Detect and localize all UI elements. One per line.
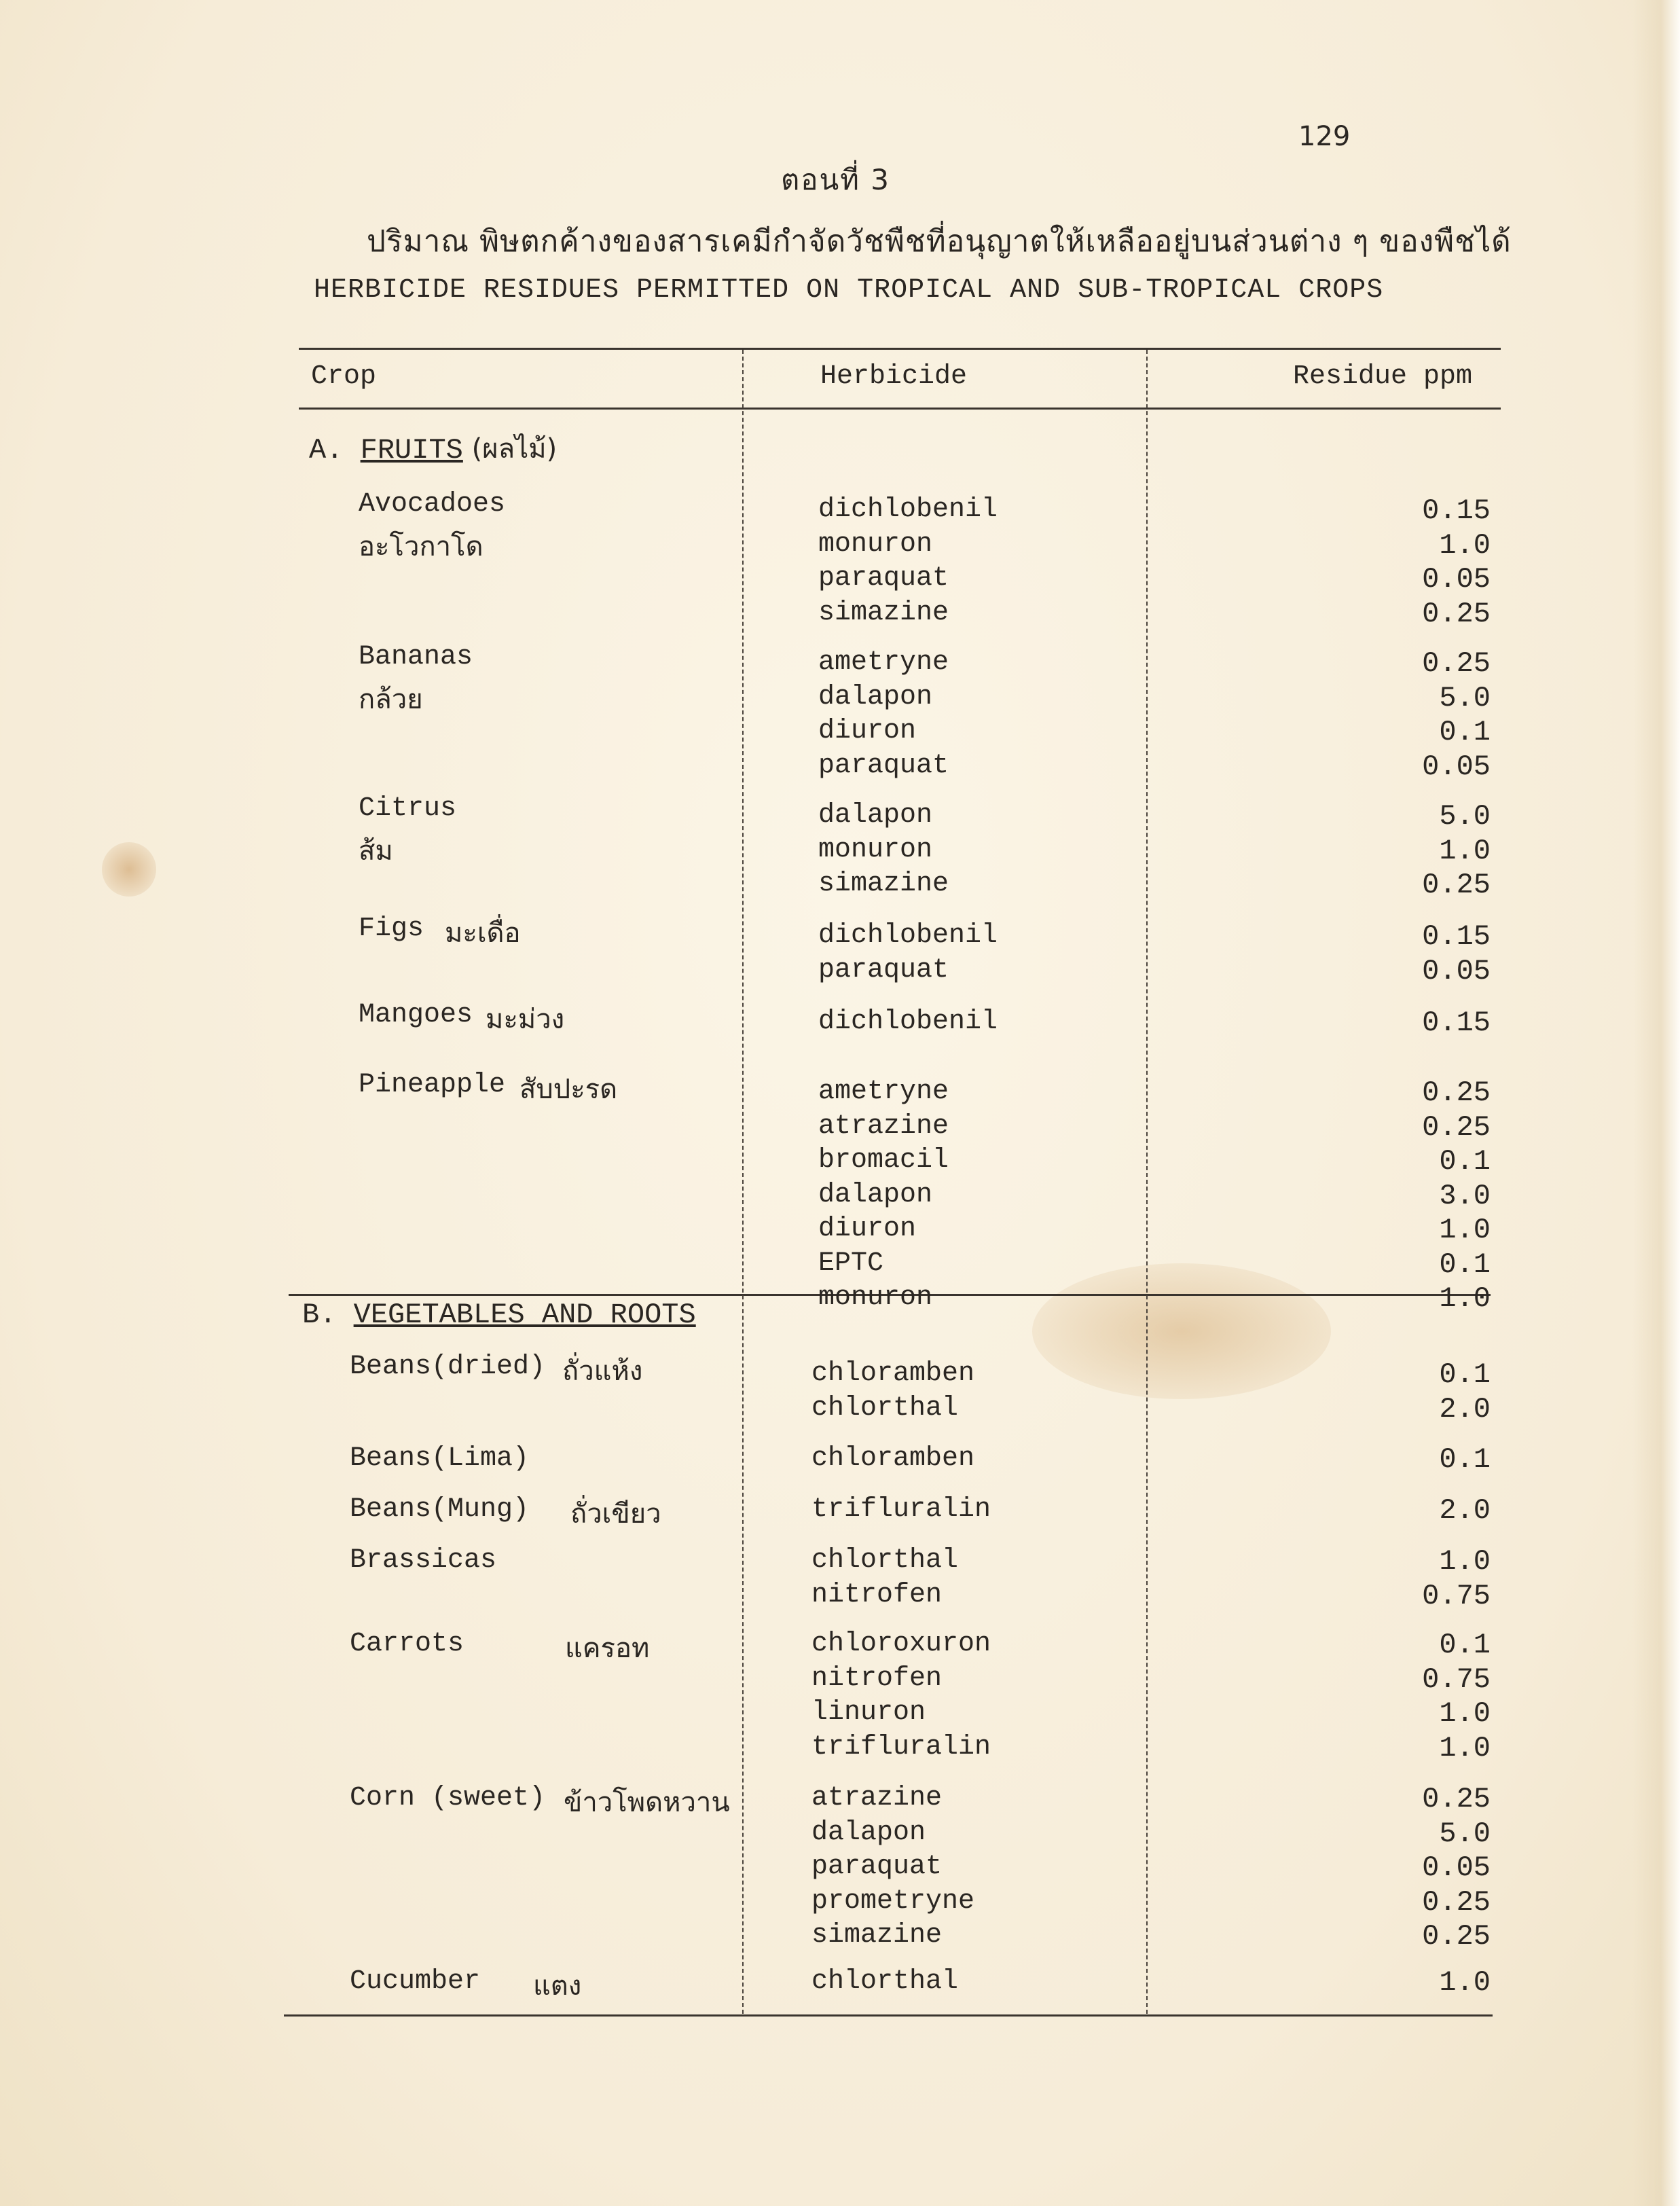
header-bottom-rule	[299, 408, 1501, 410]
crop-thai-name: ถั่วแห้ง	[562, 1356, 643, 1387]
section-thai-name: (ผลไม้)	[462, 433, 558, 465]
herbicide-name: ametryne	[818, 647, 949, 678]
crop-thai-name: ข้าวโพดหวาน	[564, 1787, 730, 1818]
herbicide-name: monuron	[818, 528, 933, 560]
crop-name: Corn (sweet)	[350, 1783, 546, 1813]
residue-ppm: 5.0	[1439, 800, 1491, 833]
column-divider-2	[1146, 350, 1148, 2014]
section-heading	[309, 427, 557, 470]
section-label: B.	[302, 1299, 354, 1331]
crop-name: Bananas	[359, 642, 473, 672]
herbicide-name: paraquat	[818, 750, 949, 781]
crop-name: Citrus	[359, 793, 457, 824]
residue-ppm: 0.1	[1439, 716, 1491, 748]
herbicide-name: monuron	[818, 1282, 933, 1313]
residue-ppm: 0.1	[1439, 1248, 1491, 1281]
crop-thai-name: อะโวกาโด	[359, 531, 483, 562]
residue-ppm: 1.0	[1439, 1731, 1491, 1765]
column-header-crop: Crop	[311, 361, 377, 392]
herbicide-name: simazine	[818, 869, 949, 899]
crop-thai-name: แตง	[533, 1970, 582, 2002]
herbicide-name: nitrofen	[811, 1579, 943, 1610]
herbicide-name: chloramben	[811, 1358, 975, 1389]
english-title: HERBICIDE RESIDUES PERMITTED ON TROPICAL AND SUB-TROPICAL CROPS	[314, 275, 1384, 306]
residue-ppm: 0.1	[1439, 1443, 1491, 1476]
herbicide-name: atrazine	[818, 1110, 949, 1142]
herbicide-name: dalapon	[818, 681, 933, 712]
residue-ppm: 0.15	[1422, 494, 1491, 527]
herbicide-name: chlorthal	[811, 1966, 959, 1997]
crop-name: Beans(Mung)	[350, 1494, 530, 1525]
crop-thai-name: มะเดื่อ	[445, 918, 521, 949]
herbicide-name: diuron	[818, 716, 917, 746]
herbicide-name: atrazine	[811, 1783, 943, 1813]
residue-ppm: 0.05	[1422, 750, 1491, 783]
herbicide-name: chlorthal	[811, 1392, 959, 1424]
residue-ppm: 1.0	[1439, 528, 1491, 562]
column-header-herbicide: Herbicide	[820, 361, 968, 392]
herbicide-name: chloroxuron	[811, 1629, 991, 1659]
section-name: FRUITS	[360, 434, 463, 467]
residue-ppm: 0.1	[1439, 1629, 1491, 1661]
crop-thai-name: ส้ม	[359, 835, 393, 867]
residue-ppm: 0.05	[1422, 563, 1491, 596]
crop-name: Cucumber	[350, 1966, 481, 1997]
residue-ppm: 0.05	[1422, 1851, 1491, 1884]
table-bottom-rule	[284, 2014, 1493, 2017]
crop-name: Figs	[359, 914, 424, 944]
herbicide-name: bromacil	[818, 1145, 949, 1176]
crop-name: Beans(Lima)	[350, 1443, 530, 1474]
crop-name: Pineapple	[359, 1070, 506, 1100]
herbicide-name: simazine	[818, 597, 949, 628]
page-edge	[1632, 0, 1680, 2206]
residue-ppm: 3.0	[1439, 1179, 1491, 1212]
crop-name: Mangoes	[359, 1000, 473, 1030]
section-label: A.	[309, 434, 361, 467]
residue-ppm: 0.25	[1422, 1885, 1491, 1919]
herbicide-name: prometryne	[811, 1885, 975, 1917]
table-top-rule	[299, 348, 1501, 350]
residue-ppm: 1.0	[1439, 1282, 1491, 1315]
herbicide-name: paraquat	[818, 954, 949, 986]
residue-ppm: 1.0	[1439, 1697, 1491, 1730]
herbicide-name: paraquat	[818, 563, 949, 594]
crop-name: Avocadoes	[359, 489, 506, 520]
herbicide-name: dalapon	[818, 800, 933, 831]
herbicide-name: dichlobenil	[818, 920, 998, 951]
residue-ppm: 0.25	[1422, 597, 1491, 630]
crop-name: Carrots	[350, 1629, 464, 1659]
crop-thai-name: กล้วย	[359, 684, 423, 715]
stain	[1032, 1263, 1331, 1399]
residue-ppm: 0.25	[1422, 1077, 1491, 1109]
herbicide-name: simazine	[811, 1920, 943, 1951]
residue-ppm: 0.25	[1422, 1920, 1491, 1953]
residue-ppm: 5.0	[1439, 1817, 1491, 1850]
residue-ppm: 2.0	[1439, 1392, 1491, 1426]
residue-ppm: 0.15	[1422, 920, 1491, 953]
residue-ppm: 0.75	[1422, 1579, 1491, 1612]
herbicide-name: diuron	[818, 1214, 917, 1244]
residue-ppm: 0.05	[1422, 954, 1491, 988]
residue-ppm: 0.25	[1422, 647, 1491, 680]
herbicide-name: chlorthal	[811, 1545, 959, 1576]
section-heading	[302, 1299, 696, 1331]
page-number: 129	[1298, 121, 1351, 152]
part-label: ตอนที่ 3	[781, 163, 890, 196]
herbicide-name: trifluralin	[811, 1494, 991, 1525]
stain	[102, 842, 156, 897]
herbicide-name: ametryne	[818, 1077, 949, 1107]
residue-ppm: 0.15	[1422, 1007, 1491, 1039]
crop-thai-name: แครอท	[565, 1633, 650, 1664]
residue-ppm: 0.25	[1422, 1110, 1491, 1144]
thai-title: ปริมาณ พิษตกค้างของสารเคมีกำจัดวัชพืชที่อนุญาตให้เหลืออยู่บนส่วนต่าง ๆ ของพืชได้	[367, 224, 1512, 259]
residue-ppm: 0.25	[1422, 869, 1491, 901]
herbicide-name: dalapon	[811, 1817, 926, 1848]
residue-ppm: 1.0	[1439, 834, 1491, 867]
crop-name: Beans(dried)	[350, 1352, 546, 1382]
crop-name: Brassicas	[350, 1545, 497, 1576]
herbicide-name: dichlobenil	[818, 1007, 998, 1037]
residue-ppm: 2.0	[1439, 1494, 1491, 1527]
herbicide-name: dalapon	[818, 1179, 933, 1210]
herbicide-name: chloramben	[811, 1443, 975, 1474]
crop-thai-name: ถั่วเขียว	[570, 1498, 661, 1530]
residue-ppm: 0.1	[1439, 1358, 1491, 1391]
herbicide-name: paraquat	[811, 1851, 943, 1882]
residue-ppm: 1.0	[1439, 1214, 1491, 1246]
herbicide-name: dichlobenil	[818, 494, 998, 525]
crop-thai-name: สับปะรด	[519, 1074, 618, 1105]
column-header-residue: Residue ppm	[1293, 361, 1473, 392]
residue-ppm: 0.25	[1422, 1783, 1491, 1815]
residue-ppm: 5.0	[1439, 681, 1491, 715]
herbicide-name: EPTC	[818, 1248, 884, 1279]
section-name: VEGETABLES AND ROOTS	[353, 1299, 696, 1331]
crop-thai-name: มะม่วง	[486, 1004, 565, 1035]
herbicide-name: linuron	[811, 1697, 926, 1728]
residue-ppm: 1.0	[1439, 1966, 1491, 1999]
residue-ppm: 0.1	[1439, 1145, 1491, 1178]
herbicide-name: nitrofen	[811, 1663, 943, 1694]
herbicide-name: monuron	[818, 834, 933, 865]
column-divider-1	[742, 350, 744, 2014]
residue-ppm: 0.75	[1422, 1663, 1491, 1696]
herbicide-name: trifluralin	[811, 1731, 991, 1762]
residue-ppm: 1.0	[1439, 1545, 1491, 1578]
